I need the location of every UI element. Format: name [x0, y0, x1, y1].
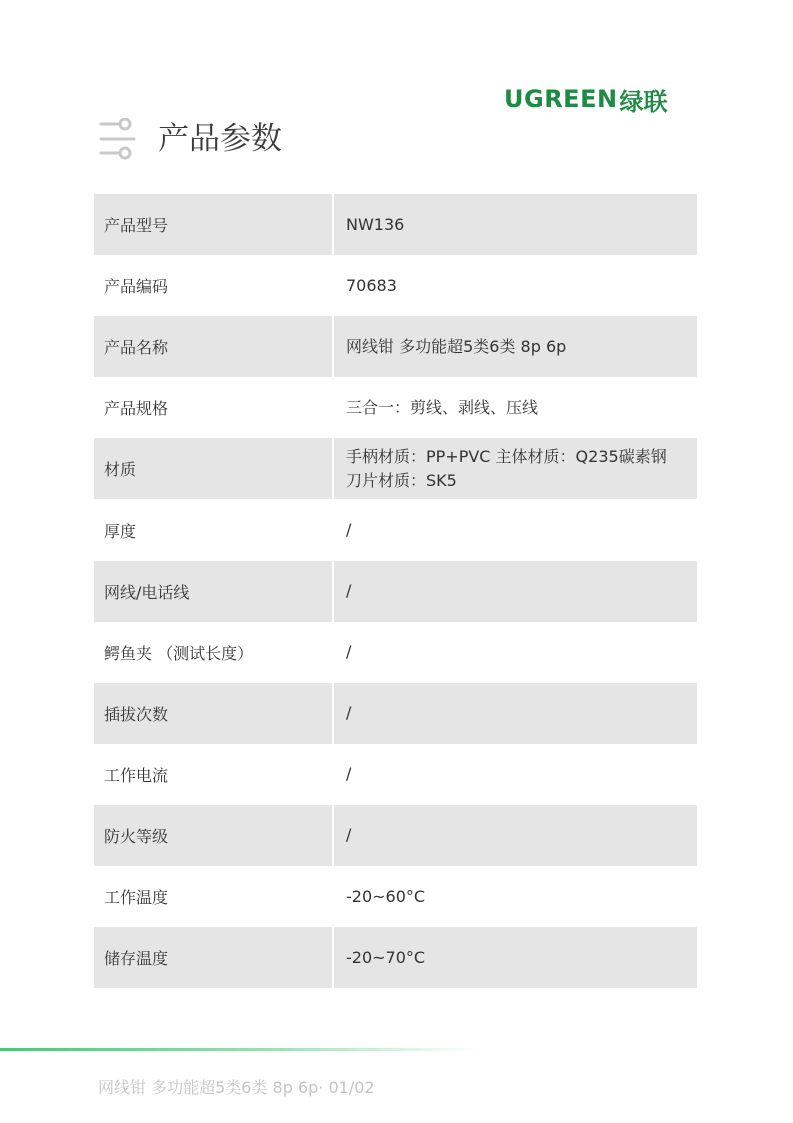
spec-value-line: -20~70°C: [346, 947, 426, 967]
slider-settings-icon: [98, 118, 140, 160]
table-row: [94, 866, 697, 927]
spec-key: 产品编码: [104, 277, 169, 297]
spec-value: [334, 683, 697, 744]
table-row: [94, 744, 697, 805]
spec-key: 产品名称: [104, 338, 169, 358]
table-row: [94, 316, 697, 377]
spec-value-line: NW136: [346, 214, 405, 234]
spec-value: [334, 194, 697, 255]
spec-value-line: 70683: [346, 275, 397, 295]
spec-key: 网线/电话线: [104, 582, 190, 602]
section-title: 产品参数: [158, 121, 282, 157]
spec-value-line: /: [346, 703, 352, 723]
table-row: [94, 805, 697, 866]
spec-key: 储存温度: [104, 949, 169, 969]
spec-value: [334, 622, 697, 683]
spec-value-line: -20~60°C: [346, 886, 426, 906]
spec-value-line: /: [346, 642, 352, 662]
table-row: [94, 255, 697, 316]
brand-logo: [504, 82, 668, 116]
spec-key: 工作温度: [104, 888, 169, 908]
table-row: [94, 499, 697, 560]
spec-value: [334, 744, 697, 805]
spec-value: [334, 866, 697, 927]
spec-value: [334, 316, 697, 377]
spec-value-line: /: [346, 520, 352, 540]
spec-key: 插拔次数: [104, 704, 169, 724]
spec-key: 厚度: [104, 521, 137, 541]
table-row: [94, 377, 697, 438]
spec-value-line: 网线钳 多功能超5类6类 8p 6p: [346, 336, 567, 356]
spec-key: 产品规格: [104, 399, 169, 419]
spec-key: 产品型号: [104, 216, 169, 236]
spec-value-line: 手柄材质：PP+PVC 主体材质：Q235碳素钢: [346, 446, 667, 466]
spec-value: [334, 561, 697, 622]
spec-value: [334, 805, 697, 866]
spec-value-line: 刀片材质：SK5: [346, 470, 457, 490]
spec-value-line: 三合一：剪线、剥线、压线: [346, 397, 539, 417]
spec-value: [334, 255, 697, 316]
spec-value-line: /: [346, 581, 352, 601]
table-row: [94, 622, 697, 683]
table-row: [94, 927, 697, 988]
spec-key: 工作电流: [104, 765, 169, 785]
table-row: [94, 561, 697, 622]
table-row: [94, 438, 697, 499]
spec-key: 鳄鱼夹 （测试长度）: [104, 643, 254, 663]
table-row: [94, 683, 697, 744]
table-row: [94, 194, 697, 255]
spec-key: 防火等级: [104, 826, 169, 846]
spec-value-line: /: [346, 764, 352, 784]
spec-value: [334, 499, 697, 560]
spec-value: [334, 438, 697, 499]
spec-value: [334, 377, 697, 438]
spec-key: 材质: [104, 460, 137, 480]
brand-logo-latin: UGREEN: [504, 85, 618, 113]
spec-table: [94, 194, 697, 988]
footer-caption: 网线钳 多功能超5类6类 8p 6p· 01/02: [98, 1078, 375, 1097]
spec-value: [334, 927, 697, 988]
footer-divider: [0, 1048, 480, 1051]
brand-logo-cjk: 绿联: [619, 87, 668, 116]
spec-value-line: /: [346, 825, 352, 845]
